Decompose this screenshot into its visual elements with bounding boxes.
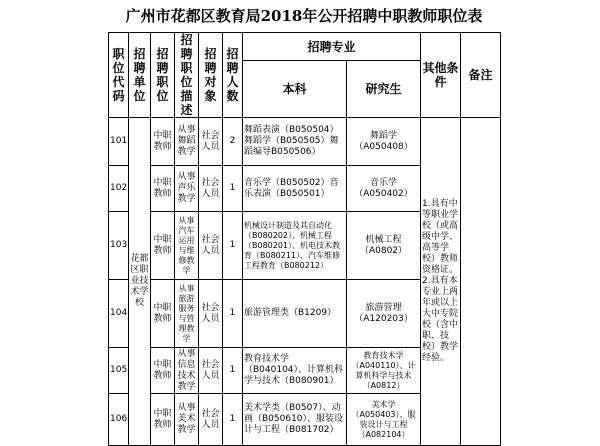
position-table: [108, 32, 501, 446]
cell-desc: 从事舞蹈教学: [175, 118, 199, 166]
cell-position: 中职教师: [151, 280, 175, 348]
cell-position: 中职教师: [151, 348, 175, 394]
cell-count: 1: [223, 166, 243, 212]
cell-desc: 从事汽车运用与维修教学: [175, 212, 199, 280]
cell-code: 102: [109, 166, 129, 212]
header-undergrad: 本科: [243, 61, 347, 118]
header-recruit-major: 招聘专业: [243, 33, 421, 61]
cell-position: 中职教师: [151, 118, 175, 166]
table-title: 广州市花都区教育局2018年公开招聘中职教师职位表: [125, 7, 483, 25]
cell-remarks: [461, 118, 501, 446]
cell-count: 1: [223, 280, 243, 348]
cell-target: 社会人员: [199, 212, 223, 280]
header-position-desc: 招聘职位描述: [175, 33, 199, 118]
cell-target: 社会人员: [199, 348, 223, 394]
cell-code: 101: [109, 118, 129, 166]
table-row: [109, 118, 501, 166]
cell-target: 社会人员: [199, 166, 223, 212]
cell-desc: 从事声乐教学: [175, 166, 199, 212]
cell-graduate: 旅游管理（A120203）: [347, 280, 421, 348]
cell-desc: 从事美术教学: [175, 394, 199, 446]
cell-graduate: 美术学（A050403）、服装设计与工程（A082104）: [347, 394, 421, 446]
cell-count: 2: [223, 118, 243, 166]
header-other-conditions: 其他条件: [421, 33, 461, 118]
cell-target: 社会人员: [199, 280, 223, 348]
cell-position: 中职教师: [151, 394, 175, 446]
cell-code: 106: [109, 394, 129, 446]
cell-count: 1: [223, 348, 243, 394]
cell-target: 社会人员: [199, 118, 223, 166]
cell-undergrad: 机械设计制造及其自动化（B080202）、机械工程（B080201）、机电技术教育（B080211）、汽车维修工程教育（B080212）: [243, 212, 347, 280]
cell-other-conditions: 1.具有中等职业学校（或高级中学、高等学校）教师资格证。2.具有本专业上两年或以上大中专院校（含中职、技校）教学经验。: [421, 118, 461, 446]
cell-code: 103: [109, 212, 129, 280]
header-position-code: 职位代码: [109, 33, 129, 118]
cell-undergrad: 舞蹈表演（B050504）舞蹈学（B050505）舞蹈编导B050506）: [243, 118, 347, 166]
cell-graduate: 舞蹈学（A050408）: [347, 118, 421, 166]
header-remarks: 备注: [461, 33, 501, 118]
header-row-1: [109, 33, 501, 61]
cell-desc: 从事旅游服务与管理教学: [175, 280, 199, 348]
cell-count: 1: [223, 212, 243, 280]
cell-position: 中职教师: [151, 212, 175, 280]
header-graduate: 研究生: [347, 61, 421, 118]
cell-graduate: 机械工程（A0802）: [347, 212, 421, 280]
header-recruit-position: 招聘职位: [151, 33, 175, 118]
header-recruit-target: 招聘对象: [199, 33, 223, 118]
cell-undergrad: 美术学类（B0507）、动画（B050610）、服装设计与工程（B081702）: [243, 394, 347, 446]
cell-position: 中职教师: [151, 166, 175, 212]
cell-graduate: 音乐学（A050402）: [347, 166, 421, 212]
cell-code: 105: [109, 348, 129, 394]
cell-undergrad: 教育技术学（B040104）、计算机科学与技术（B080901）: [243, 348, 347, 394]
cell-undergrad: 旅游管理类（B1209）: [243, 280, 347, 348]
header-recruit-unit: 招聘单位: [129, 33, 151, 118]
cell-unit: 花都区职业技术学校: [129, 118, 151, 446]
cell-count: 1: [223, 394, 243, 446]
cell-target: 社会人员: [199, 394, 223, 446]
header-recruit-count: 招聘人数: [223, 33, 243, 118]
spreadsheet: [108, 0, 500, 439]
cell-code: 104: [109, 280, 129, 348]
cell-undergrad: 音乐学（B050502）音乐表演（B050501）: [243, 166, 347, 212]
cell-desc: 从事信息技术教学: [175, 348, 199, 394]
cell-graduate: 教育技术学（A040110）、计算机科学与技术（A0812）: [347, 348, 421, 394]
